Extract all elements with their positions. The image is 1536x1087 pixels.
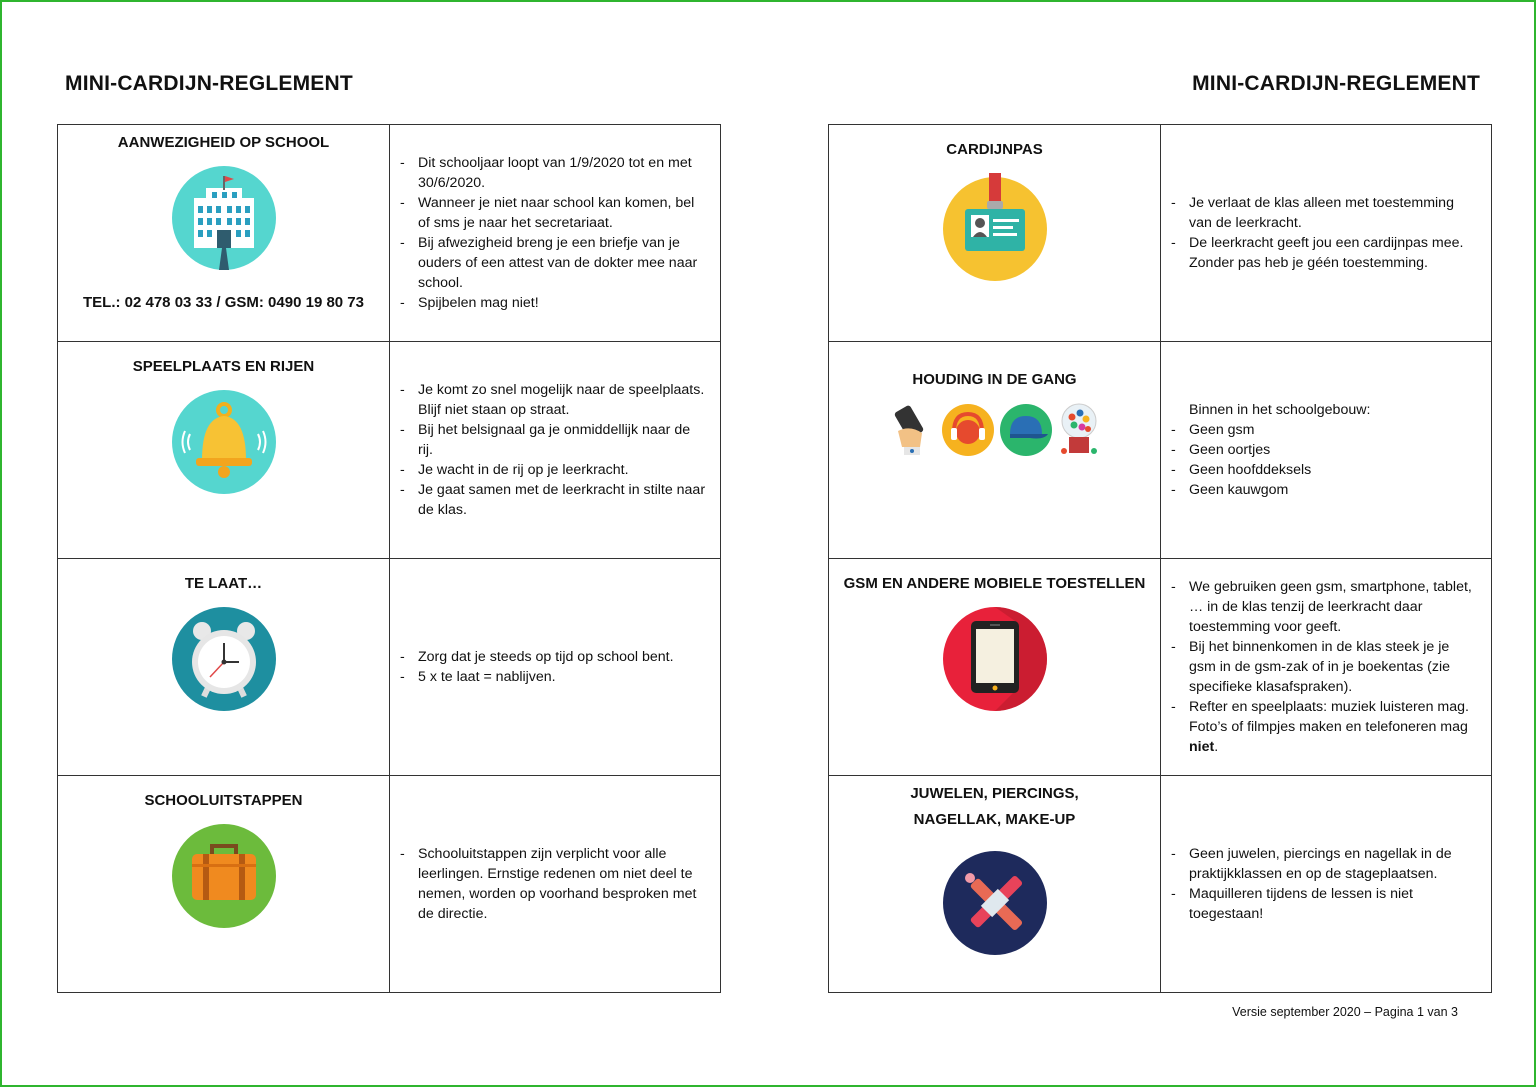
description-cell [1161, 559, 1492, 776]
rule-list-late [390, 647, 720, 687]
list-item: - Maquilleren tijdens de lessen is niet toegestaan! [1189, 884, 1479, 924]
list-item: - Je komt zo snel mogelijk naar de speelplaats. Blijf niet staan op straat. [418, 380, 708, 420]
page-title-right: MINI-CARDIJN-REGLEMENT [1192, 72, 1480, 95]
topic-title-late: TE LAAT… [184, 575, 263, 592]
rule-list-attendance [390, 153, 720, 313]
list-item: - Wanneer je niet naar school kan komen, bel of sms je naar het secretariaat. [418, 193, 708, 233]
hallway-icons [890, 403, 1100, 457]
rule-list-playground [390, 380, 720, 520]
description-cell [390, 776, 721, 993]
no-makeup-icon [943, 851, 1047, 955]
page-title-left: MINI-CARDIJN-REGLEMENT [65, 72, 353, 95]
headphones-icon [942, 404, 994, 456]
rule-row-trips [58, 776, 721, 993]
rule-list-mobile [1161, 577, 1491, 757]
rule-list-pass [1161, 193, 1491, 273]
list-item: - Zorg dat je steeds op tijd op school bent. [418, 647, 708, 667]
list-item: - De leerkracht geeft jou een cardijnpas mee. Zonder pas heb je géén toestemming. [1189, 233, 1479, 273]
list-item: - Geen gsm [1189, 420, 1479, 440]
bell-icon [172, 390, 276, 494]
rule-row-pass [829, 125, 1492, 342]
rules-table-right [828, 124, 1492, 993]
topic-cell [58, 342, 390, 559]
list-item: - We gebruiken geen gsm, smartphone, tablet, … in de klas tenzij de leerkracht daar toestemming voor geeft. [1189, 577, 1479, 637]
list-item-text: Refter en speelplaats: muziek luisteren mag. Foto’s of filmpjes maken en telefoneren mag [1189, 699, 1469, 735]
list-item: - Je verlaat de klas alleen met toestemming van de leerkracht. [1189, 193, 1479, 233]
topic-title-mobile: GSM EN ANDERE MOBIELE TOESTELLEN [843, 575, 1146, 592]
description-cell [1161, 125, 1492, 342]
topic-title-line: JUWELEN, PIERCINGS, [910, 785, 1079, 802]
rule-row-hallway [829, 342, 1492, 559]
suitcase-icon [172, 824, 276, 928]
emphasis-not: niet [1189, 739, 1215, 755]
list-item: - Bij afwezigheid breng je een briefje van je ouders of een attest van de dokter mee naar school. [418, 233, 708, 293]
topic-cell [58, 125, 390, 342]
list-item: - Geen hoofddeksels [1189, 460, 1479, 480]
topic-title-pass: CARDIJNPAS [946, 141, 1043, 158]
list-item: - Refter en speelplaats: muziek luisteren mag. Foto’s of filmpjes maken en telefoneren mag niet. [1189, 697, 1479, 757]
school-building-icon [172, 166, 276, 270]
topic-cell [58, 776, 390, 993]
topic-cell [829, 776, 1161, 993]
id-badge-icon [943, 173, 1047, 281]
topic-title-attendance: AANWEZIGHEID OP SCHOOL [117, 134, 330, 151]
description-cell [1161, 342, 1492, 559]
list-item: - Geen oortjes [1189, 440, 1479, 460]
description-cell [1161, 776, 1492, 993]
topic-title-line: NAGELLAK, MAKE-UP [913, 811, 1076, 828]
list-item: - Je gaat samen met de leerkracht in stilte naar de klas. [418, 480, 708, 520]
topic-title-jewelry [910, 781, 1078, 833]
rule-row-late [58, 559, 721, 776]
rule-row-attendance [58, 125, 721, 342]
list-item: - Geen kauwgom [1189, 480, 1479, 500]
phone-in-hand-icon [890, 403, 936, 457]
mobile-phone-icon [943, 607, 1047, 711]
list-item: - Je wacht in de rij op je leerkracht. [418, 460, 708, 480]
list-item: - Dit schooljaar loopt van 1/9/2020 tot en met 30/6/2020. [418, 153, 708, 193]
topic-cell [58, 559, 390, 776]
topic-title-trips: SCHOOLUITSTAPPEN [144, 792, 303, 809]
list-intro: Binnen in het schoolgebouw: [1189, 402, 1371, 418]
rule-row-mobile [829, 559, 1492, 776]
list-item: - 5 x te laat = nablijven. [418, 667, 708, 687]
topic-title-playground: SPEELPLAATS EN RIJEN [132, 358, 315, 375]
rule-list-trips [390, 844, 720, 924]
description-cell [390, 342, 721, 559]
cap-icon [1000, 404, 1052, 456]
topic-title-hallway: HOUDING IN DE GANG [912, 371, 1077, 388]
list-item: - Schooluitstappen zijn verplicht voor alle leerlingen. Ernstige redenen om niet deel te nemen, worden op voorhand besproken met de directie. [418, 844, 708, 924]
page-footer: Versie september 2020 – Pagina 1 van 3 [1232, 1005, 1458, 1019]
list-item: - Bij het binnenkomen in de klas steek je je gsm in de gsm-zak of in je boekentas (zie specifieke klasafspraken). [1189, 637, 1479, 697]
rule-row-jewelry [829, 776, 1492, 993]
phone-numbers: TEL.: 02 478 03 33 / GSM: 0490 19 80 73 [82, 294, 364, 311]
list-item: - Spijbelen mag niet! [418, 293, 708, 313]
gumball-machine-icon [1058, 403, 1100, 457]
list-item: - Bij het belsignaal ga je onmiddellijk naar de rij. [418, 420, 708, 460]
list-item: - Geen juwelen, piercings en nagellak in de praktijkklassen en op de stageplaatsen. [1189, 844, 1479, 884]
description-cell [390, 125, 721, 342]
rule-list-jewelry [1161, 844, 1491, 924]
description-cell [390, 559, 721, 776]
alarm-clock-icon [172, 607, 276, 711]
rule-list-hallway [1161, 400, 1491, 500]
topic-cell [829, 342, 1161, 559]
topic-cell [829, 125, 1161, 342]
rules-table-left [57, 124, 721, 993]
topic-cell [829, 559, 1161, 776]
rule-row-playground [58, 342, 721, 559]
